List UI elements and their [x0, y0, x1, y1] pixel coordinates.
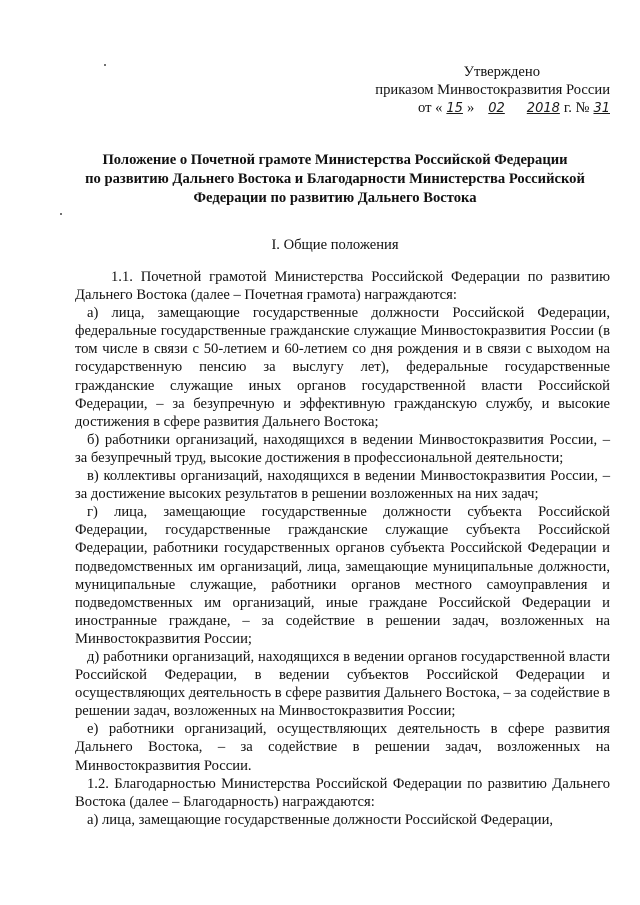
scan-speck-left — [60, 213, 62, 215]
approval-day-suffix: » — [466, 100, 475, 117]
item-e: е) работники организаций, осуществляющих деятельность в сфере развития Дальнего Востока, – за содействие в решении задач, возложенных на Минвостокразвития России. — [75, 721, 610, 774]
approval-year: 2018 — [526, 101, 560, 117]
paragraph-1-2: 1.2. Благодарностью Министерства Российской Федерации по развитию Дальнего Востока (далее – Благодарность) награждаются: — [75, 775, 610, 810]
document-body — [75, 268, 610, 829]
item-a: а) лица, замещающие государственные должности Российской Федерации, федеральные государственные гражданские служащие Минвостокразвития России (в том числе в связи с 50-летием и 60-летием со дня рождения и в связи с выходом на государственную пенсию за выслугу лет), федеральные государственные гражданские служащие иных органов государственной власти Российской Федерации, – за безупречную и эффективную гражданскую службу, и высокие достижения в сфере развития Дальнего Востока; — [75, 305, 610, 430]
title-line-1: Положение о Почетной грамоте Министерства Российской Федерации — [102, 152, 568, 168]
approval-stamp — [375, 63, 610, 118]
title-line-2: по развитию Дальнего Востока и Благодарности Министерства Российской — [85, 171, 585, 187]
approval-date-row — [375, 99, 610, 118]
section-heading: I. Общие положения — [271, 237, 399, 253]
title-line-3: Федерации по развитию Дальнего Востока — [193, 190, 477, 206]
approval-month: 02 — [488, 101, 505, 117]
approval-year-suffix: г. № — [563, 100, 590, 117]
item-v: в) коллективы организаций, находящихся в ведении Минвостокразвития России, – за достижение высоких результатов в решении возложенных на них задач; — [75, 468, 610, 503]
document-title — [60, 151, 610, 208]
item-a-2: а) лица, замещающие государственные должности Российской Федерации, — [87, 811, 554, 828]
scan-speck-top — [104, 64, 106, 66]
item-d: д) работники организаций, находящихся в ведении органов государственной власти Российской Федерации, в ведении субъектов Российской Федерации и осуществляющих деятельность в сфере развития Дальнего Востока, – за содействие в решении задач, возложенных на Минвостокразвития России; — [75, 648, 610, 720]
approval-number: 31 — [593, 101, 610, 117]
item-b: б) работники организаций, находящихся в ведении Минвостокразвития России, – за безупречный труд, высокие достижения в профессиональной деятельности; — [75, 431, 610, 466]
approval-date-prefix: от « — [417, 100, 443, 117]
approval-label: Утверждено — [463, 64, 540, 80]
approval-day: 15 — [446, 101, 463, 117]
paragraph-1-1: 1.1. Почетной грамотой Министерства Российской Федерации по развитию Дальнего Востока (далее – Почетная грамота) награждаются: — [75, 269, 610, 304]
approval-order: приказом Минвостокразвития России — [375, 82, 610, 99]
item-g: г) лица, замещающие государственные должности субъекта Российской Федерации, государственные гражданские служащие субъекта Российской Федерации, работники государственных органов субъекта Российской Федерации и подведомственных им организаций, лица, замещающие муниципальные должности, муниципальные служащие, работники органов местного самоуправления и подведомственных им организаций, иные граждане Российской Федерации и иностранные граждане, – за содействие в решении задач, возложенных на Минвостокразвития России; — [75, 504, 610, 647]
